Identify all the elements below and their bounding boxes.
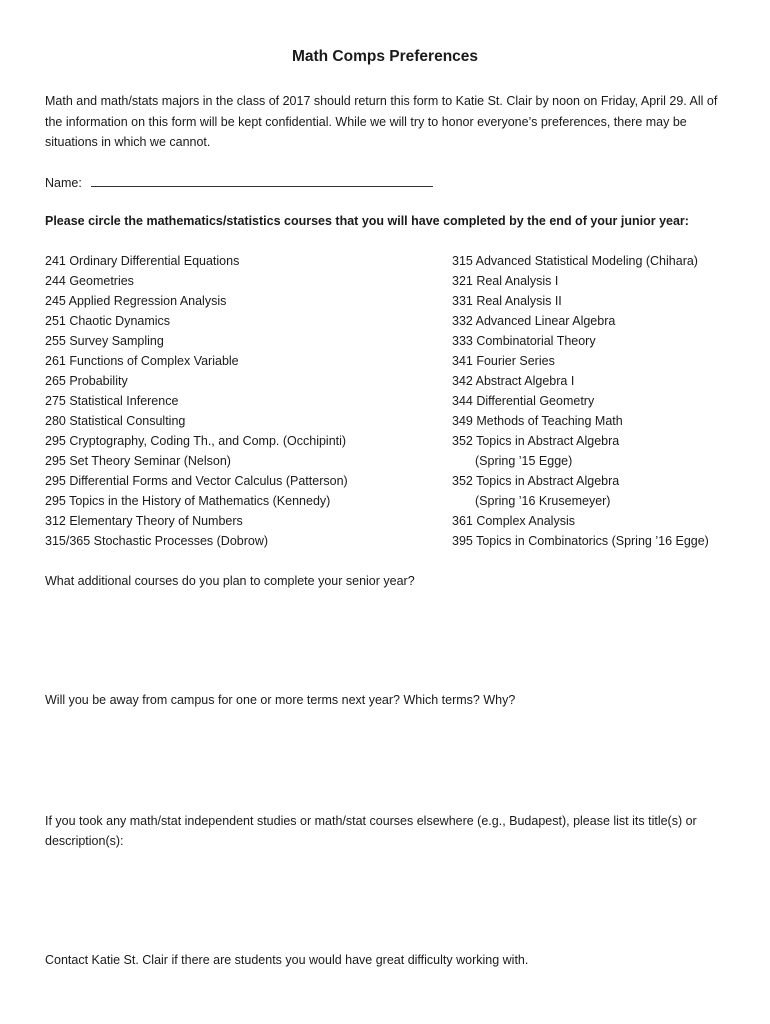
question-independent-studies: If you took any math/stat independent studies or math/stat courses elsewhere (e.g., Budapest), please list its title(s) or description(s): — [45, 814, 697, 848]
course-title: 361 Complex Analysis — [452, 514, 575, 528]
question-away-from-campus: Will you be away from campus for one or more terms next year? Which terms? Why? — [45, 693, 516, 707]
course-item[interactable] — [452, 291, 752, 311]
contact-note: Contact Katie St. Clair if there are students you would have great difficulty working with. — [45, 953, 529, 967]
course-item[interactable] — [452, 251, 752, 271]
course-item[interactable]: 275 Statistical Inference — [45, 394, 179, 408]
course-title: 332 Advanced Linear Algebra — [452, 314, 616, 328]
course-item[interactable]: 241 Ordinary Differential Equations — [45, 254, 240, 268]
course-title: 395 Topics in Combinatorics (Spring ’16 Egge) — [452, 534, 709, 548]
course-item[interactable]: 244 Geometries — [45, 274, 134, 288]
course-item[interactable]: 261 Functions of Complex Variable — [45, 354, 239, 368]
course-item[interactable] — [452, 431, 752, 471]
name-label: Name: — [45, 176, 82, 190]
course-title: 315 Advanced Statistical Modeling (Chihara) — [452, 254, 698, 268]
course-title: 331 Real Analysis II — [452, 294, 562, 308]
course-item[interactable]: 315/365 Stochastic Processes (Dobrow) — [45, 534, 269, 548]
course-item[interactable] — [452, 351, 752, 371]
intro-paragraph: Math and math/stats majors in the class of 2017 should return this form to Katie St. Clair by noon on Friday, April 29. All of the information on this form will be kept confidential. While we will try to honor everyone’s preferences, there may be situations in which we cannot. — [45, 94, 718, 149]
course-item[interactable]: 312 Elementary Theory of Numbers — [45, 514, 243, 528]
course-item[interactable] — [452, 471, 752, 511]
course-list-left — [45, 251, 445, 551]
course-item[interactable] — [452, 371, 752, 391]
course-instruction: Please circle the mathematics/statistics courses that you will have completed by the end of your junior year: — [45, 214, 689, 228]
course-term-note: (Spring ’15 Egge) — [475, 454, 573, 468]
course-item[interactable]: 295 Differential Forms and Vector Calculus (Patterson) — [45, 474, 348, 488]
question-senior-courses: What additional courses do you plan to complete your senior year? — [45, 574, 415, 588]
course-term-note: (Spring ’16 Krusemeyer) — [475, 494, 611, 508]
course-item[interactable]: 251 Chaotic Dynamics — [45, 314, 171, 328]
course-item[interactable]: 295 Topics in the History of Mathematics (Kennedy) — [45, 494, 331, 508]
course-title: 349 Methods of Teaching Math — [452, 414, 623, 428]
course-title: 342 Abstract Algebra I — [452, 374, 575, 388]
course-title: 341 Fourier Series — [452, 354, 555, 368]
course-title: 352 Topics in Abstract Algebra — [452, 434, 620, 448]
course-item[interactable] — [452, 311, 752, 331]
name-row — [45, 172, 433, 193]
course-item[interactable] — [452, 331, 752, 351]
course-list-right — [452, 251, 752, 551]
course-title: 344 Differential Geometry — [452, 394, 595, 408]
course-title: 333 Combinatorial Theory — [452, 334, 596, 348]
course-item[interactable]: 280 Statistical Consulting — [45, 414, 186, 428]
course-item[interactable] — [452, 391, 752, 411]
course-item[interactable]: 255 Survey Sampling — [45, 334, 164, 348]
name-field[interactable] — [91, 172, 433, 187]
course-item[interactable]: 265 Probability — [45, 374, 128, 388]
course-item[interactable] — [452, 411, 752, 431]
course-item[interactable]: 295 Cryptography, Coding Th., and Comp. (Occhipinti) — [45, 434, 347, 448]
course-item[interactable]: 295 Set Theory Seminar (Nelson) — [45, 454, 231, 468]
course-title: 321 Real Analysis I — [452, 274, 559, 288]
course-item[interactable] — [452, 531, 752, 551]
course-item[interactable]: 245 Applied Regression Analysis — [45, 294, 227, 308]
course-item[interactable] — [452, 271, 752, 291]
page-title: Math Comps Preferences — [291, 48, 479, 65]
course-title: 352 Topics in Abstract Algebra — [452, 474, 620, 488]
course-item[interactable] — [452, 511, 752, 531]
